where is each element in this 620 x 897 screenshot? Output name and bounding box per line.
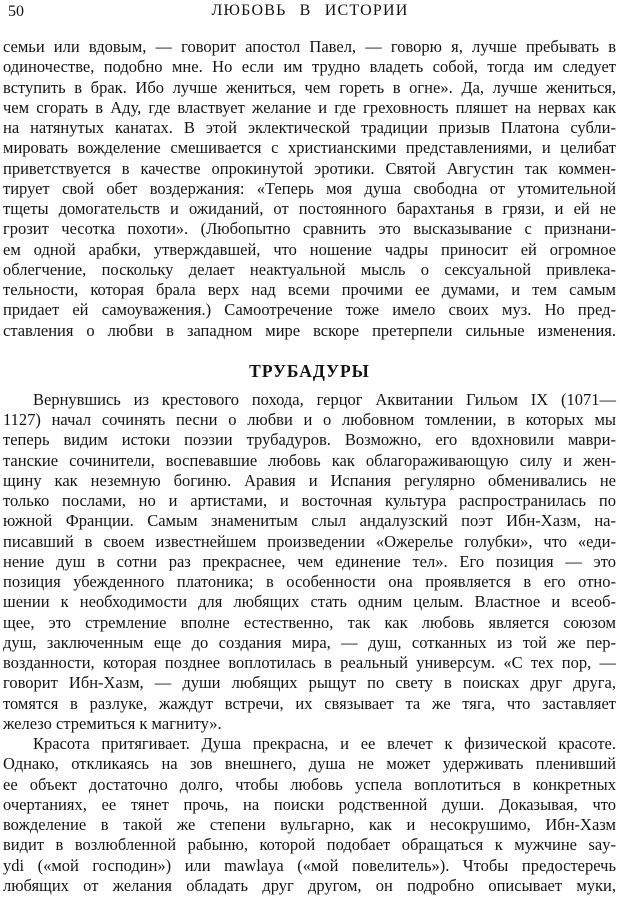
page-header — [0, 2, 620, 22]
text-line: тщеты домогательств и ожиданий, от постоянного барахтанья в грязи, и ей не — [3, 199, 616, 218]
text-line: Однако, откликаясь на зов внешнего, душа не может удерживать пленивший — [3, 754, 616, 774]
text-line: танские сочинители, воспевавшие любовь как облагораживающую силу и жен- — [3, 450, 616, 470]
text-line: 1127) начал сочинять песни о любви и о любовном томлении, в которых мы — [3, 410, 616, 429]
text-line: возданности, которая позднее воплотилась в реальный универсум. «С тех пор, — — [3, 653, 616, 672]
text-line: ydi («мой господин») или mawlaya («мой повелитель»). Чтобы предостеречь — [3, 855, 616, 875]
text-line: писавший в своем известнейшем произведении «Ожерелье голубки», что «еди- — [3, 531, 616, 551]
text-line: очертаниях, ее тянет прочь, на поиски родственной души. Доказывая, что — [3, 794, 616, 814]
section-heading: ТРУБАДУРЫ — [249, 360, 370, 381]
text-line: нение душ в сотни раз прекраснее, чем единение тел». Его позиция — это — [3, 551, 616, 571]
text-line: чем сгорать в Аду, где властвует желание и где греховность пляшет на нервах как — [3, 97, 616, 117]
text-line: грозит чесотка похоти». (Любопытно сравнить это высказывание с признани- — [3, 219, 616, 239]
text-line: щину как неземную богиню. Аравия и Испания регулярно обменивались не — [3, 470, 616, 490]
text-line: Красота притягивает. Душа прекрасна, и ее влечет к физической красоте. — [33, 734, 616, 753]
text-line: ем одной арабки, утверждавшей, что ношение чадры приносит ей огромное — [3, 239, 616, 259]
text-line: душ, заключенным еще до создания мира, — душ, сотканных из той же пер- — [3, 632, 616, 652]
text-line: железо стремиться к магниту». — [3, 713, 222, 733]
text-line: щее, это стремление вполне естественно, так как любовь является союзом — [3, 612, 616, 632]
text-line: томятся в разлуке, жаждут встречи, их связывает та же тяга, что заставляет — [3, 693, 616, 713]
text-line: говорит Ибн-Хазм, — души любящих рыщут по свету в поисках друг друга, — [3, 673, 616, 693]
text-line: мировать вожделение смешивается с христианскими представлениями, и целибат — [3, 138, 616, 158]
text-line: тирует свой обет воздержания: «Теперь моя душа свободна от утомительной — [3, 178, 616, 198]
text-line: тельности, которая брала верх над всеми прочими ее думами, и тем самым — [3, 280, 616, 299]
running-title: ЛЮБОВЬ В ИСТОРИИ — [211, 2, 409, 19]
body-text — [3, 37, 616, 896]
text-line: вожделение в такой же степени вульгарно, как и несокрушимо, Ибн-Хазм — [3, 815, 616, 834]
text-line: Вернувшись из крестового похода, герцог Аквитании Гильом IX (1071— — [33, 389, 616, 409]
text-line: одиночестве, подобно мне. Но если им трудно владеть собой, тогда им следует — [3, 57, 616, 77]
text-line: облегчение, поскольку делает неактуальной мысль о сексуальной привлека- — [3, 259, 616, 279]
text-line: ее объект достаточно долго, чтобы любовь успела воплотиться в конкретных — [3, 774, 616, 794]
text-line: на натянутых канатах. В этой эклектической традиции призыв Платона субли- — [3, 118, 616, 137]
text-line: шении к необходимости для любящих стать одним целым. Властное и всеоб- — [3, 592, 616, 612]
text-line: ставления о любви в западном мире вскоре претерпели сильные изменения. — [3, 320, 616, 340]
text-line: только послами, но и артистами, и восточная культура распространилась по — [3, 491, 616, 510]
text-line: вступить в брак. Ибо лучше жениться, чем гореть в огне». Да, лучше жениться, — [3, 77, 616, 97]
text-line: южной Франции. Самым знаменитым слыл андалузский поэт Ибн-Хазм, на- — [3, 511, 616, 531]
text-line: семьи или вдовым, — говорит апостол Павел, — говорю я, лучше пребывать в — [3, 37, 616, 56]
text-line: теперь видим истоки поэзии трубадуров. Возможно, его вдохновили маври- — [3, 430, 616, 450]
text-line: придает ей самоуважения.) Самоотречение тоже имело своих муз. Но пред- — [3, 300, 616, 320]
page-number: 50 — [8, 3, 24, 20]
text-line: позиция убежденного платоника; в особенности она проявляется в его отно- — [3, 572, 616, 591]
text-line: видит в возлюбленной рабыню, которой подобает обращаться к мужчине say- — [3, 835, 616, 855]
text-line: любящих от желания обладать друг другом, он подробно описывает муки, — [3, 875, 616, 895]
text-line: приветствуется в качестве опрокинутой эротики. Святой Августин так коммен- — [3, 158, 616, 178]
